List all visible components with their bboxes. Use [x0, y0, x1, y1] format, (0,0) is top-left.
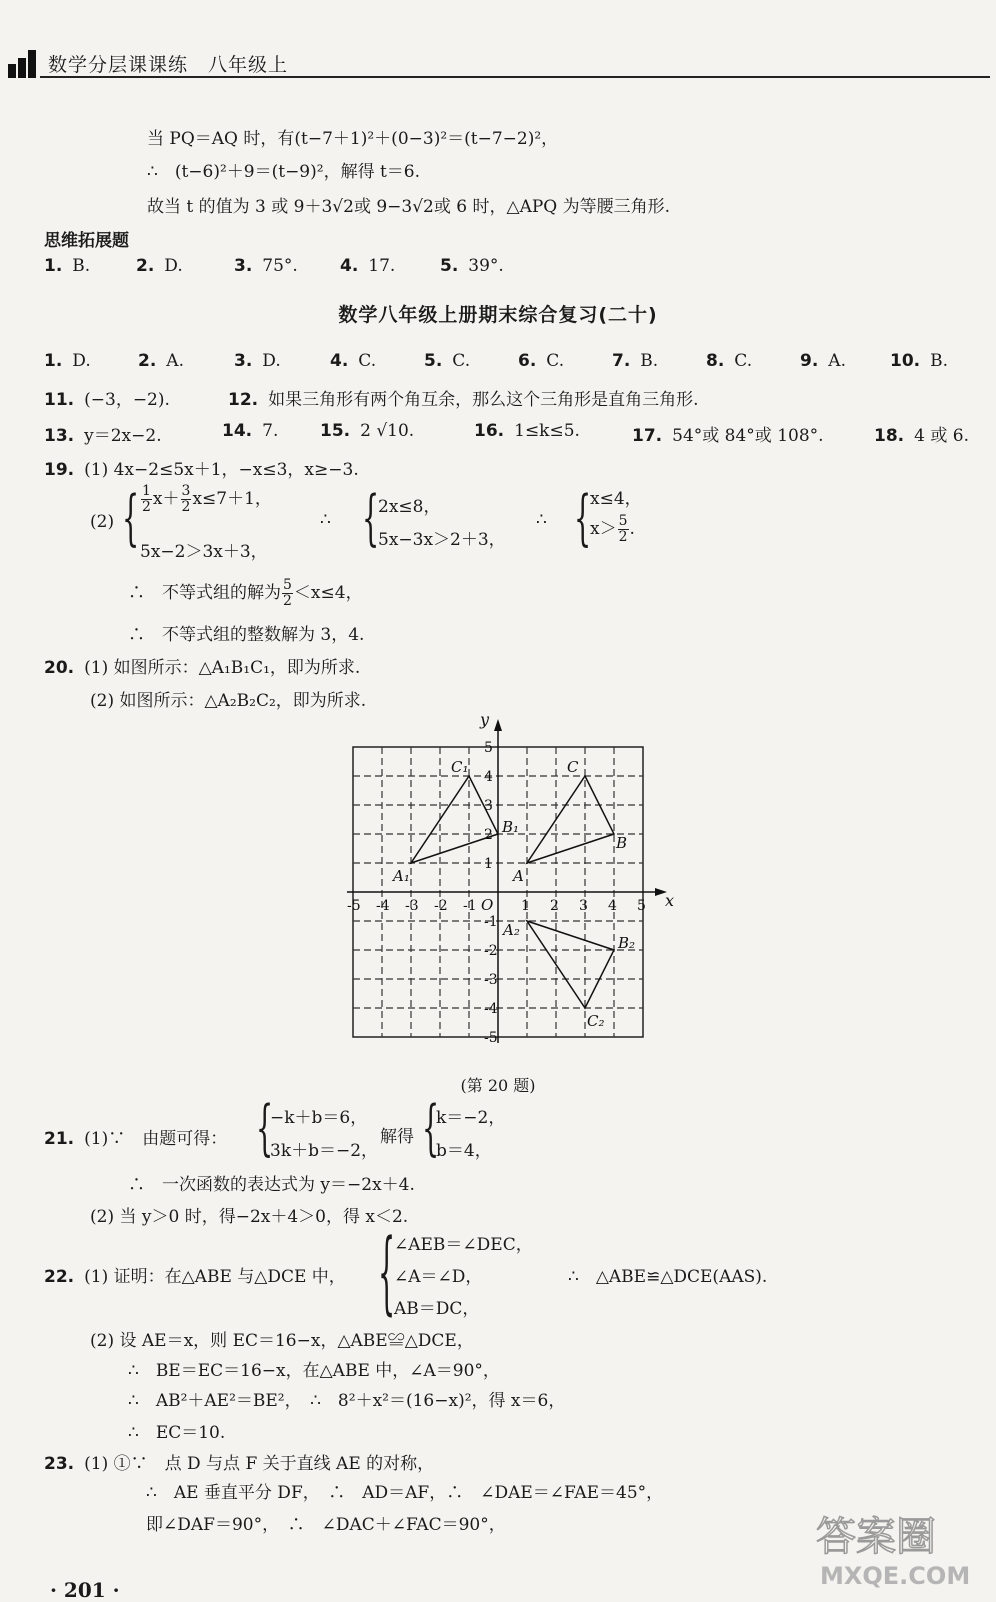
- inequality-line: $\frac{1}{2}$ x＋ $\frac{3}{2}$ x≤7＋1，: [142, 483, 272, 515]
- text-line: ∴ AE 垂直平分 DF， ∴ AD＝AF，∴ ∠DAE＝∠FAE＝45°，: [146, 1483, 664, 1503]
- x-tick-label: 4: [608, 898, 617, 914]
- answer-item: 2. A.: [138, 351, 184, 371]
- inequality-line: x＞ $\frac{5}{2}$ .: [590, 513, 635, 545]
- text-line: ∴ AB²＋AE²＝BE²， ∴ 8²＋x²＝(16−x)²，得 x＝6，: [128, 1391, 566, 1411]
- inequality-line: 5x−3x＞2＋3，: [378, 530, 506, 550]
- text-line: 解得: [380, 1127, 414, 1147]
- solution-line: ∴ 不等式组的解为 $\frac{5}{2}$ ＜x≤4，: [128, 577, 363, 609]
- answer-item: 2. D.: [136, 256, 183, 276]
- y-tick-label: 5: [484, 740, 493, 756]
- x-tick-label: -3: [405, 898, 419, 914]
- publisher-mark-icon: [8, 50, 38, 78]
- y-tick-label: -2: [484, 943, 498, 959]
- triangle: [527, 776, 614, 863]
- answer-item: 20. (1) 如图所示：△A₁B₁C₁，即为所求.: [44, 658, 361, 678]
- text-line: ∴ △ABE≌△DCE(AAS).: [568, 1267, 768, 1287]
- answer-item: 3. 75°.: [234, 256, 298, 276]
- brace: {: [574, 483, 592, 553]
- section-heading: 思维拓展题: [44, 231, 129, 251]
- answer-item: 15. 2 √10.: [320, 421, 415, 441]
- equation-line: −k＋b＝6，: [270, 1108, 368, 1128]
- brace: {: [422, 1093, 440, 1163]
- text-line: (2) 当 y＞0 时，得−2x＋4＞0，得 x＜2.: [90, 1207, 409, 1227]
- answer-item: 19. (1) 4x−2≤5x＋1，−x≤3，x≥−3.: [44, 460, 359, 480]
- vertex-label: B₂: [618, 934, 636, 952]
- x-tick-label: -1: [463, 898, 477, 914]
- brace: {: [362, 483, 380, 553]
- vertex-label: C₂: [587, 1012, 605, 1030]
- x-tick-label: -5: [347, 898, 361, 914]
- fraction: $\frac{5}{2}$: [283, 577, 292, 609]
- solution-line: ∴ 不等式组的整数解为 3，4.: [128, 625, 365, 645]
- text-line: 故当 t 的值为 3 或 9＋3√2或 9−3√2或 6 时，△APQ 为等腰三角形.: [147, 197, 671, 217]
- brace: {: [256, 1093, 274, 1163]
- answer-item: 5. 39°.: [440, 256, 504, 276]
- therefore-symbol: ∴: [320, 510, 331, 530]
- answer-item: 10. B.: [890, 351, 949, 371]
- condition-line: ∠AEB＝∠DEC，: [394, 1235, 533, 1255]
- answer-item: 1. D.: [44, 351, 91, 371]
- header-rule: [40, 76, 990, 78]
- fraction: $\frac{5}{2}$: [618, 513, 628, 545]
- x-tick-label: 3: [579, 898, 588, 914]
- answer-item: 4. C.: [330, 351, 377, 371]
- triangle: [411, 776, 498, 863]
- book-title: 数学分层课课练 八年级上: [48, 54, 289, 76]
- text-line: ∴ BE＝EC＝16−x，在△ABE 中，∠A＝90°，: [128, 1361, 500, 1381]
- y-tick-label: 2: [484, 827, 493, 843]
- x-axis-label: x: [665, 891, 675, 910]
- x-tick-label: 5: [637, 898, 646, 914]
- answer-item: 14. 7.: [222, 421, 279, 441]
- svg-text:答案圈: 答案圈: [816, 1514, 936, 1560]
- fraction: $\frac{1}{2}$: [142, 483, 151, 515]
- condition-line: ∠A＝∠D，: [394, 1267, 483, 1287]
- y-tick-label: 3: [484, 798, 493, 814]
- answer-item: 16. 1≤k≤5.: [474, 421, 580, 441]
- brace: {: [378, 1220, 396, 1326]
- x-tick-label: -2: [434, 898, 448, 914]
- part-label: (2): [90, 512, 115, 532]
- answer-item: 6. C.: [518, 351, 565, 371]
- text-line: 即∠DAF＝90°， ∴ ∠DAC＋∠FAC＝90°，: [146, 1515, 506, 1535]
- answer-item: 22. (1) 证明：在△ABE 与△DCE 中，: [44, 1267, 346, 1287]
- x-tick-label: 1: [521, 898, 530, 914]
- answer-item: 21. (1)∵ 由题可得：: [44, 1129, 228, 1149]
- text-line: (2) 如图所示：△A₂B₂C₂，即为所求.: [90, 691, 367, 711]
- text-line: (2) 设 AE＝x，则 EC＝16−x，△ABE≌△DCE，: [90, 1331, 474, 1351]
- vertex-label: B₁: [502, 818, 520, 836]
- inequality-line: 5x−2＞3x＋3，: [140, 542, 268, 562]
- answer-item: 17. 54°或 84°或 108°.: [632, 426, 824, 446]
- answer-item: 13. y＝2x−2.: [44, 426, 162, 446]
- x-tick-label: 2: [550, 898, 559, 914]
- origin-label: O: [481, 896, 494, 914]
- text-line: ∴ 一次函数的表达式为 y＝−2x＋4.: [128, 1175, 415, 1195]
- y-tick-label: 1: [484, 856, 493, 872]
- answer-item: 3. D.: [234, 351, 281, 371]
- text-line: ∴ (t−6)²＋9＝(t−9)²，解得 t＝6.: [147, 162, 421, 182]
- text-line: 当 PQ＝AQ 时，有(t−7＋1)²＋(0−3)²＝(t−7−2)²，: [147, 129, 559, 149]
- condition-line: AB＝DC，: [394, 1299, 480, 1319]
- inequality-line: 2x≤8，: [378, 497, 441, 517]
- vertex-label: A: [513, 867, 524, 885]
- figure-caption: (第 20 题): [460, 1076, 536, 1095]
- y-tick-label: -1: [484, 914, 498, 930]
- svg-text:MXQE.COM: MXQE.COM: [820, 1562, 971, 1590]
- answer-item: 7. B.: [612, 351, 659, 371]
- inequality-line: x≤4，: [590, 489, 642, 509]
- watermark-logo: [806, 1502, 986, 1592]
- y-tick-label: 4: [484, 769, 493, 785]
- equation-line: 3k＋b＝−2，: [270, 1141, 379, 1161]
- y-tick-label: -3: [484, 972, 498, 988]
- therefore-symbol: ∴: [536, 510, 547, 530]
- x-tick-label: -4: [376, 898, 390, 914]
- page-number: · 201 ·: [50, 1578, 120, 1602]
- answer-item: 1. B.: [44, 256, 91, 276]
- coordinate-figure: [330, 710, 680, 1055]
- answer-item: 8. C.: [706, 351, 753, 371]
- answer-item: 9. A.: [800, 351, 846, 371]
- vertex-label: C: [567, 758, 579, 776]
- y-tick-label: -4: [484, 1001, 498, 1017]
- answer-item: 11. (−3，−2).: [44, 390, 170, 410]
- equation-line: b＝4，: [436, 1141, 492, 1161]
- answer-item: 5. C.: [424, 351, 471, 371]
- text-line: ∴ EC＝10.: [128, 1423, 226, 1443]
- vertex-label: A₁: [393, 867, 410, 885]
- section-title: 数学八年级上册期末综合复习(二十): [338, 304, 658, 326]
- y-tick-label: -5: [484, 1030, 498, 1046]
- answer-item: 12. 如果三角形有两个角互余，那么这个三角形是直角三角形.: [228, 390, 699, 410]
- y-axis-label: y: [480, 710, 490, 729]
- brace: {: [122, 483, 140, 553]
- fraction: $\frac{3}{2}$: [181, 483, 191, 515]
- vertex-label: C₁: [451, 758, 469, 776]
- triangle: [527, 921, 614, 1008]
- answer-item: 18. 4 或 6.: [874, 426, 969, 446]
- y-axis-arrow-icon: [494, 719, 502, 731]
- page-header: [0, 0, 996, 80]
- answer-item: 4. 17.: [340, 256, 396, 276]
- answer-item: 23. (1) ①∵ 点 D 与点 F 关于直线 AE 的对称，: [44, 1454, 435, 1474]
- vertex-label: A₂: [503, 921, 520, 939]
- equation-line: k＝−2，: [436, 1108, 506, 1128]
- vertex-label: B: [616, 834, 628, 852]
